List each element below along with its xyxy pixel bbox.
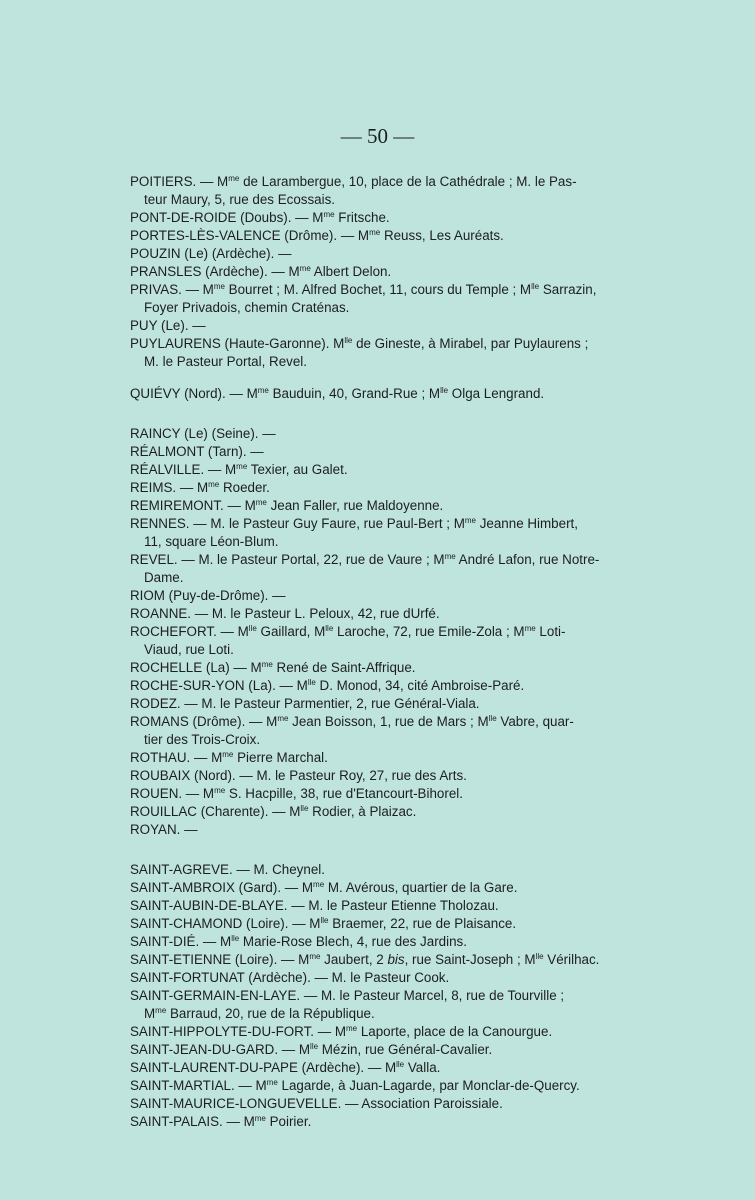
entry-line: RODEZ. — M. le Pasteur Parmentier, 2, rue Général-Viala. — [130, 696, 480, 711]
entry-line: PRANSLES (Ardèche). — $M^{me}$ Albert Delon. — [130, 264, 392, 279]
directory-entry — [130, 443, 607, 461]
entry-line: ROCHE-SUR-YON (La). — $M^{lle}$ D. Monod, 34, cité Ambroise-Paré. — [130, 678, 525, 693]
entry-line: SAINT-ETIENNE (Loire). — $M^{me}$ Jaubert, 2 bis, rue Saint-Joseph ; $M^{lle}$ Vérilhac. — [130, 952, 600, 967]
directory-entry — [130, 227, 607, 245]
section-gap — [130, 403, 607, 425]
section-gap — [130, 371, 607, 385]
entry-line: SAINT-HIPPOLYTE-DU-FORT. — $M^{me}$ Laporte, place de la Canourgue. — [130, 1024, 553, 1039]
directory-entry — [130, 623, 607, 659]
directory-entry — [130, 879, 607, 897]
directory-entry — [130, 515, 607, 551]
entry-line: ROCHELLE (La) — $M^{me}$ René de Saint-Affrique. — [130, 660, 416, 675]
entry-line: POITIERS. — $M^{me}$ de Larambergue, 10, place de la Cathédrale ; M. le Pas- — [130, 174, 577, 189]
directory-entry — [130, 1095, 607, 1113]
page-number: — 50 — — [340, 124, 415, 148]
entry-line: PUYLAURENS (Haute-Garonne). $M^{lle}$ de Gineste, à Mirabel, par Puylaurens ; — [130, 336, 589, 351]
directory-entry — [130, 969, 607, 987]
entry-line: SAINT-FORTUNAT (Ardèche). — M. le Pasteur Cook. — [130, 970, 450, 985]
directory-entry — [130, 915, 607, 933]
directory-entry — [130, 1041, 607, 1059]
entry-line: ROYAN. — — [130, 822, 198, 837]
entry-continuation: $M^{me}$ Barraud, 20, rue de la République. — [144, 1006, 375, 1021]
directory-entry — [130, 749, 607, 767]
entry-line: ROMANS (Drôme). — $M^{me}$ Jean Boisson, 1, rue de Mars ; $M^{lle}$ Vabre, quar- — [130, 714, 574, 729]
directory-entry — [130, 385, 607, 403]
directory-entry — [130, 767, 607, 785]
directory-entry — [130, 803, 607, 821]
directory-entry — [130, 551, 607, 587]
entry-line: ROANNE. — M. le Pasteur L. Peloux, 42, rue dUrfé. — [130, 606, 440, 621]
entry-line: ROTHAU. — $M^{me}$ Pierre Marchal. — [130, 750, 328, 765]
directory-entry — [130, 987, 607, 1023]
directory-entry — [130, 281, 607, 317]
entry-line: PONT-DE-ROIDE (Doubs). — $M^{me}$ Fritsche. — [130, 210, 390, 225]
directory-entry — [130, 695, 607, 713]
entry-continuation: M. le Pasteur Portal, Revel. — [144, 354, 307, 369]
entry-line: RÉALMONT (Tarn). — — [130, 444, 264, 459]
entry-line: SAINT-AGREVE. — M. Cheynel. — [130, 862, 325, 877]
entry-line: SAINT-CHAMOND (Loire). — $M^{lle}$ Braemer, 22, rue de Plaisance. — [130, 916, 517, 931]
directory-entry — [130, 1023, 607, 1041]
entry-continuation: 11, square Léon-Blum. — [144, 534, 279, 549]
entry-line: ROUEN. — $M^{me}$ S. Hacpille, 38, rue d'Etancourt-Bihorel. — [130, 786, 463, 801]
entry-line: PRIVAS. — $M^{me}$ Bourret ; M. Alfred Bochet, 11, cours du Temple ; $M^{lle}$ Sarrazin, — [130, 282, 597, 297]
entry-line: SAINT-MAURICE-LONGUEVELLE. — Association Paroissiale. — [130, 1096, 503, 1111]
entry-line: PUY (Le). — — [130, 318, 206, 333]
entry-line: RENNES. — M. le Pasteur Guy Faure, rue Paul-Bert ; $M^{me}$ Jeanne Himbert, — [130, 516, 578, 531]
entry-line: SAINT-JEAN-DU-GARD. — $M^{lle}$ Mézin, rue Général-Cavalier. — [130, 1042, 493, 1057]
directory-entry — [130, 317, 607, 335]
entry-line: SAINT-AUBIN-DE-BLAYE. — M. le Pasteur Etienne Tholozau. — [130, 898, 499, 913]
directory-entry — [130, 425, 607, 443]
entry-continuation: teur Maury, 5, rue des Ecossais. — [144, 192, 336, 207]
entry-line: ROUILLAC (Charente). — $M^{lle}$ Rodier, à Plaizac. — [130, 804, 417, 819]
directory-entry — [130, 897, 607, 915]
entry-line: REVEL. — M. le Pasteur Portal, 22, rue de Vaure ; $M^{me}$ André Lafon, rue Notre- — [130, 552, 600, 567]
directory-entry — [130, 677, 607, 695]
directory-entry — [130, 861, 607, 879]
directory-entry — [130, 1113, 607, 1131]
entry-line: SAINT-PALAIS. — $M^{me}$ Poirier. — [130, 1114, 312, 1129]
entry-line: RÉALVILLE. — $M^{me}$ Texier, au Galet. — [130, 462, 348, 477]
directory-entry — [130, 713, 607, 749]
entry-continuation: Dame. — [144, 570, 184, 585]
directory-entry — [130, 933, 607, 951]
directory-entry — [130, 335, 607, 371]
entry-continuation: Foyer Privadois, chemin Craténas. — [144, 300, 350, 315]
directory-list — [130, 173, 607, 1131]
entry-line: RAINCY (Le) (Seine). — — [130, 426, 276, 441]
entry-line: PORTES-LÈS-VALENCE (Drôme). — $M^{me}$ Reuss, Les Auréats. — [130, 228, 504, 243]
directory-entry — [130, 209, 607, 227]
entry-line: ROUBAIX (Nord). — M. le Pasteur Roy, 27, rue des Arts. — [130, 768, 467, 783]
entry-line: SAINT-MARTIAL. — $M^{me}$ Lagarde, à Juan-Lagarde, par Monclar-de-Quercy. — [130, 1078, 580, 1093]
directory-entry — [130, 659, 607, 677]
directory-entry — [130, 173, 607, 209]
directory-entry — [130, 821, 607, 839]
directory-entry — [130, 479, 607, 497]
entry-line: REMIREMONT. — $M^{me}$ Jean Faller, rue Maldoyenne. — [130, 498, 444, 513]
entry-line: ROCHEFORT. — $M^{lle}$ Gaillard, $M^{lle}$ Laroche, 72, rue Emile-Zola ; $M^{me}$ Loti- — [130, 624, 566, 639]
entry-line: SAINT-DIÉ. — $M^{lle}$ Marie-Rose Blech, 4, rue des Jardins. — [130, 934, 467, 949]
entry-continuation: tier des Trois-Croix. — [144, 732, 261, 747]
entry-line: QUIÉVY (Nord). — $M^{me}$ Bauduin, 40, Grand-Rue ; $M^{lle}$ Olga Lengrand. — [130, 386, 545, 401]
directory-entry — [130, 245, 607, 263]
directory-entry — [130, 587, 607, 605]
entry-line: SAINT-GERMAIN-EN-LAYE. — M. le Pasteur Marcel, 8, rue de Tourville ; — [130, 988, 565, 1003]
directory-entry — [130, 461, 607, 479]
entry-line: SAINT-AMBROIX (Gard). — $M^{me}$ M. Avérous, quartier de la Gare. — [130, 880, 518, 895]
directory-entry — [130, 497, 607, 515]
section-gap — [130, 839, 607, 861]
entry-line: REIMS. — $M^{me}$ Roeder. — [130, 480, 270, 495]
directory-entry — [130, 263, 607, 281]
entry-line: POUZIN (Le) (Ardèche). — — [130, 246, 292, 261]
directory-entry — [130, 1059, 607, 1077]
directory-entry — [130, 605, 607, 623]
entry-line: RIOM (Puy-de-Drôme). — — [130, 588, 286, 603]
directory-entry — [130, 1077, 607, 1095]
directory-entry — [130, 951, 607, 969]
entry-line: SAINT-LAURENT-DU-PAPE (Ardèche). — $M^{lle}$ Valla. — [130, 1060, 441, 1075]
directory-entry — [130, 785, 607, 803]
entry-continuation: Viaud, rue Loti. — [144, 642, 234, 657]
